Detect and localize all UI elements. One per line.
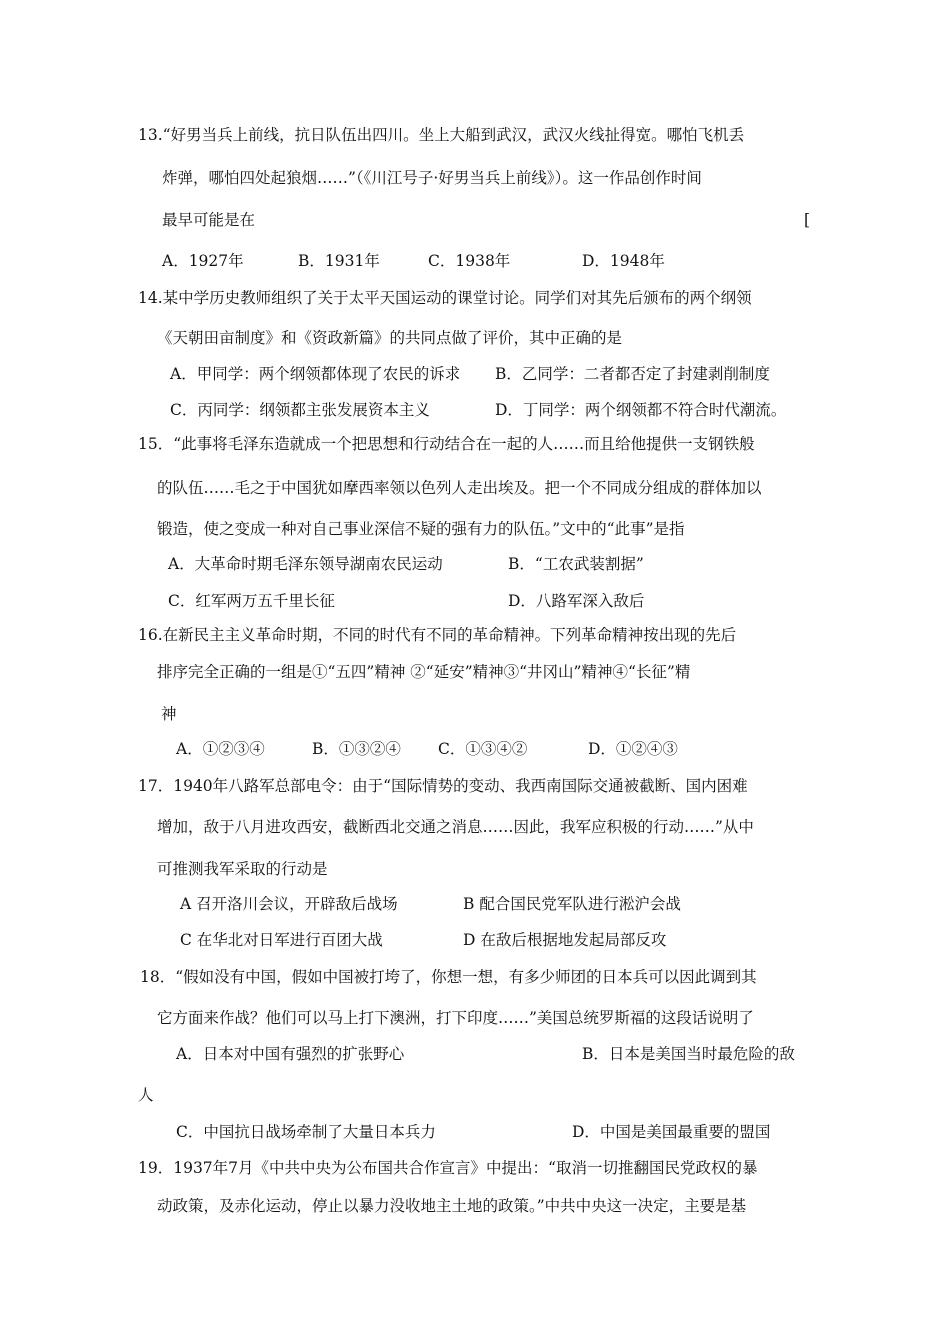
q18-option-c: C．中国抗日战场牵制了大量日本兵力 [176,1123,436,1141]
q15-stem-line-3: 锻造，使之变成一种对自己事业深信不疑的强有力的队伍。”文中的“此事”是指 [157,520,685,538]
q14-option-b: B．乙同学：二者都否定了封建剥削制度 [495,365,770,383]
q17-option-b: B 配合国民党军队进行淞沪会战 [463,895,681,913]
q15-option-a: A．大革命时期毛泽东领导湖南农民运动 [168,555,443,573]
q14-option-c: C．丙同学：纲领都主张发展资本主义 [170,401,430,419]
q16-option-c: C．①③④② [438,740,528,758]
q17-stem-line-3: 可推测我军采取的行动是 [157,860,328,878]
q14-stem-line-2: 《天朝田亩制度》和《资政新篇》的共同点做了评价，其中正确的是 [157,329,623,347]
q16-stem-line-3: 神 [161,705,177,723]
q15-stem-line-1: 15．“此事将毛泽东造就成一个把思想和行动结合在一起的人……而且给他提供一支钢铁般 [138,435,755,453]
q18-option-b-wrap: 人 [138,1086,154,1104]
q18-option-a: A．日本对中国有强烈的扩张野心 [176,1045,405,1063]
q16-option-a: A．①②③④ [176,740,265,758]
q15-stem-line-2: 的队伍……毛之于中国犹如摩西率领以色列人走出埃及。把一个不同成分组成的群体加以 [157,479,762,497]
q14-stem-line-1: 14.某中学历史教师组织了关于太平天国运动的课堂讨论。同学们对其先后颁布的两个纲领 [138,289,752,307]
q19-stem-line-1: 19．1937年7月《中共中央为公布国共合作宣言》中提出：“取消一切推翻国民党政权的暴 [138,1159,758,1177]
q13-option-d: D．1948年 [582,252,665,270]
q14-option-d: D．丁同学：两个纲领都不符合时代潮流。 [495,401,787,419]
q13-option-a: A．1927年 [162,252,244,270]
q13-option-b: B．1931年 [298,252,380,270]
q19-stem-line-2: 动政策，及赤化运动，停止以暴力没收地主土地的政策。”中共中央这一决定，主要是基 [157,1197,747,1215]
q17-option-d: D 在敌后根据地发起局部反攻 [463,931,667,949]
q15-option-c: C．红军两万五千里长征 [168,592,335,610]
q17-option-c: C 在华北对日军进行百团大战 [180,931,383,949]
q18-stem-line-1: 18．“假如没有中国，假如中国被打垮了，你想一想，有多少师团的日本兵可以因此调到其 [140,968,757,986]
q17-option-a: A 召开洛川会议，开辟敌后战场 [180,895,398,913]
q18-stem-line-2: 它方面来作战？他们可以马上打下澳洲，打下印度……”美国总统罗斯福的这段话说明了 [157,1009,754,1027]
q16-stem-line-1: 16.在新民主主义革命时期，不同的时代有不同的革命精神。下列革命精神按出现的先后 [138,626,737,644]
q13-answer-bracket: [ [804,211,811,229]
q16-stem-line-2: 排序完全正确的一组是①“五四”精神 ②“延安”精神③“井冈山”精神④“长征”精 [157,663,691,681]
q13-stem-line-3: 最早可能是在 [162,211,256,229]
q18-option-b: B．日本是美国当时最危险的敌 [582,1045,795,1063]
q18-option-d: D．中国是美国最重要的盟国 [572,1123,771,1141]
q13-stem-line-2: 炸弹，哪怕四处起狼烟……”（《川江号子·好男当兵上前线》）。这一作品创作时间 [162,169,702,187]
q15-option-d: D．八路军深入敌后 [508,592,645,610]
q16-option-d: D．①②④③ [588,740,678,758]
q14-option-a: A．甲同学：两个纲领都体现了农民的诉求 [170,365,461,383]
q13-option-c: C．1938年 [428,252,511,270]
q17-stem-line-2: 增加，敌于八月进攻西安，截断西北交通之消息……因此，我军应积极的行动……”从中 [157,818,754,836]
q17-stem-line-1: 17．1940年八路军总部电令：由于“国际情势的变动、我西南国际交通被截断、国内困难 [138,777,748,795]
q16-option-b: B．①③②④ [312,740,401,758]
q15-option-b: B．“工农武装割据” [508,555,644,573]
q13-stem-line-1: 13.“好男当兵上前线，抗日队伍出四川。坐上大船到武汉，武汉火线扯得宽。哪怕飞机丢 [138,126,745,144]
